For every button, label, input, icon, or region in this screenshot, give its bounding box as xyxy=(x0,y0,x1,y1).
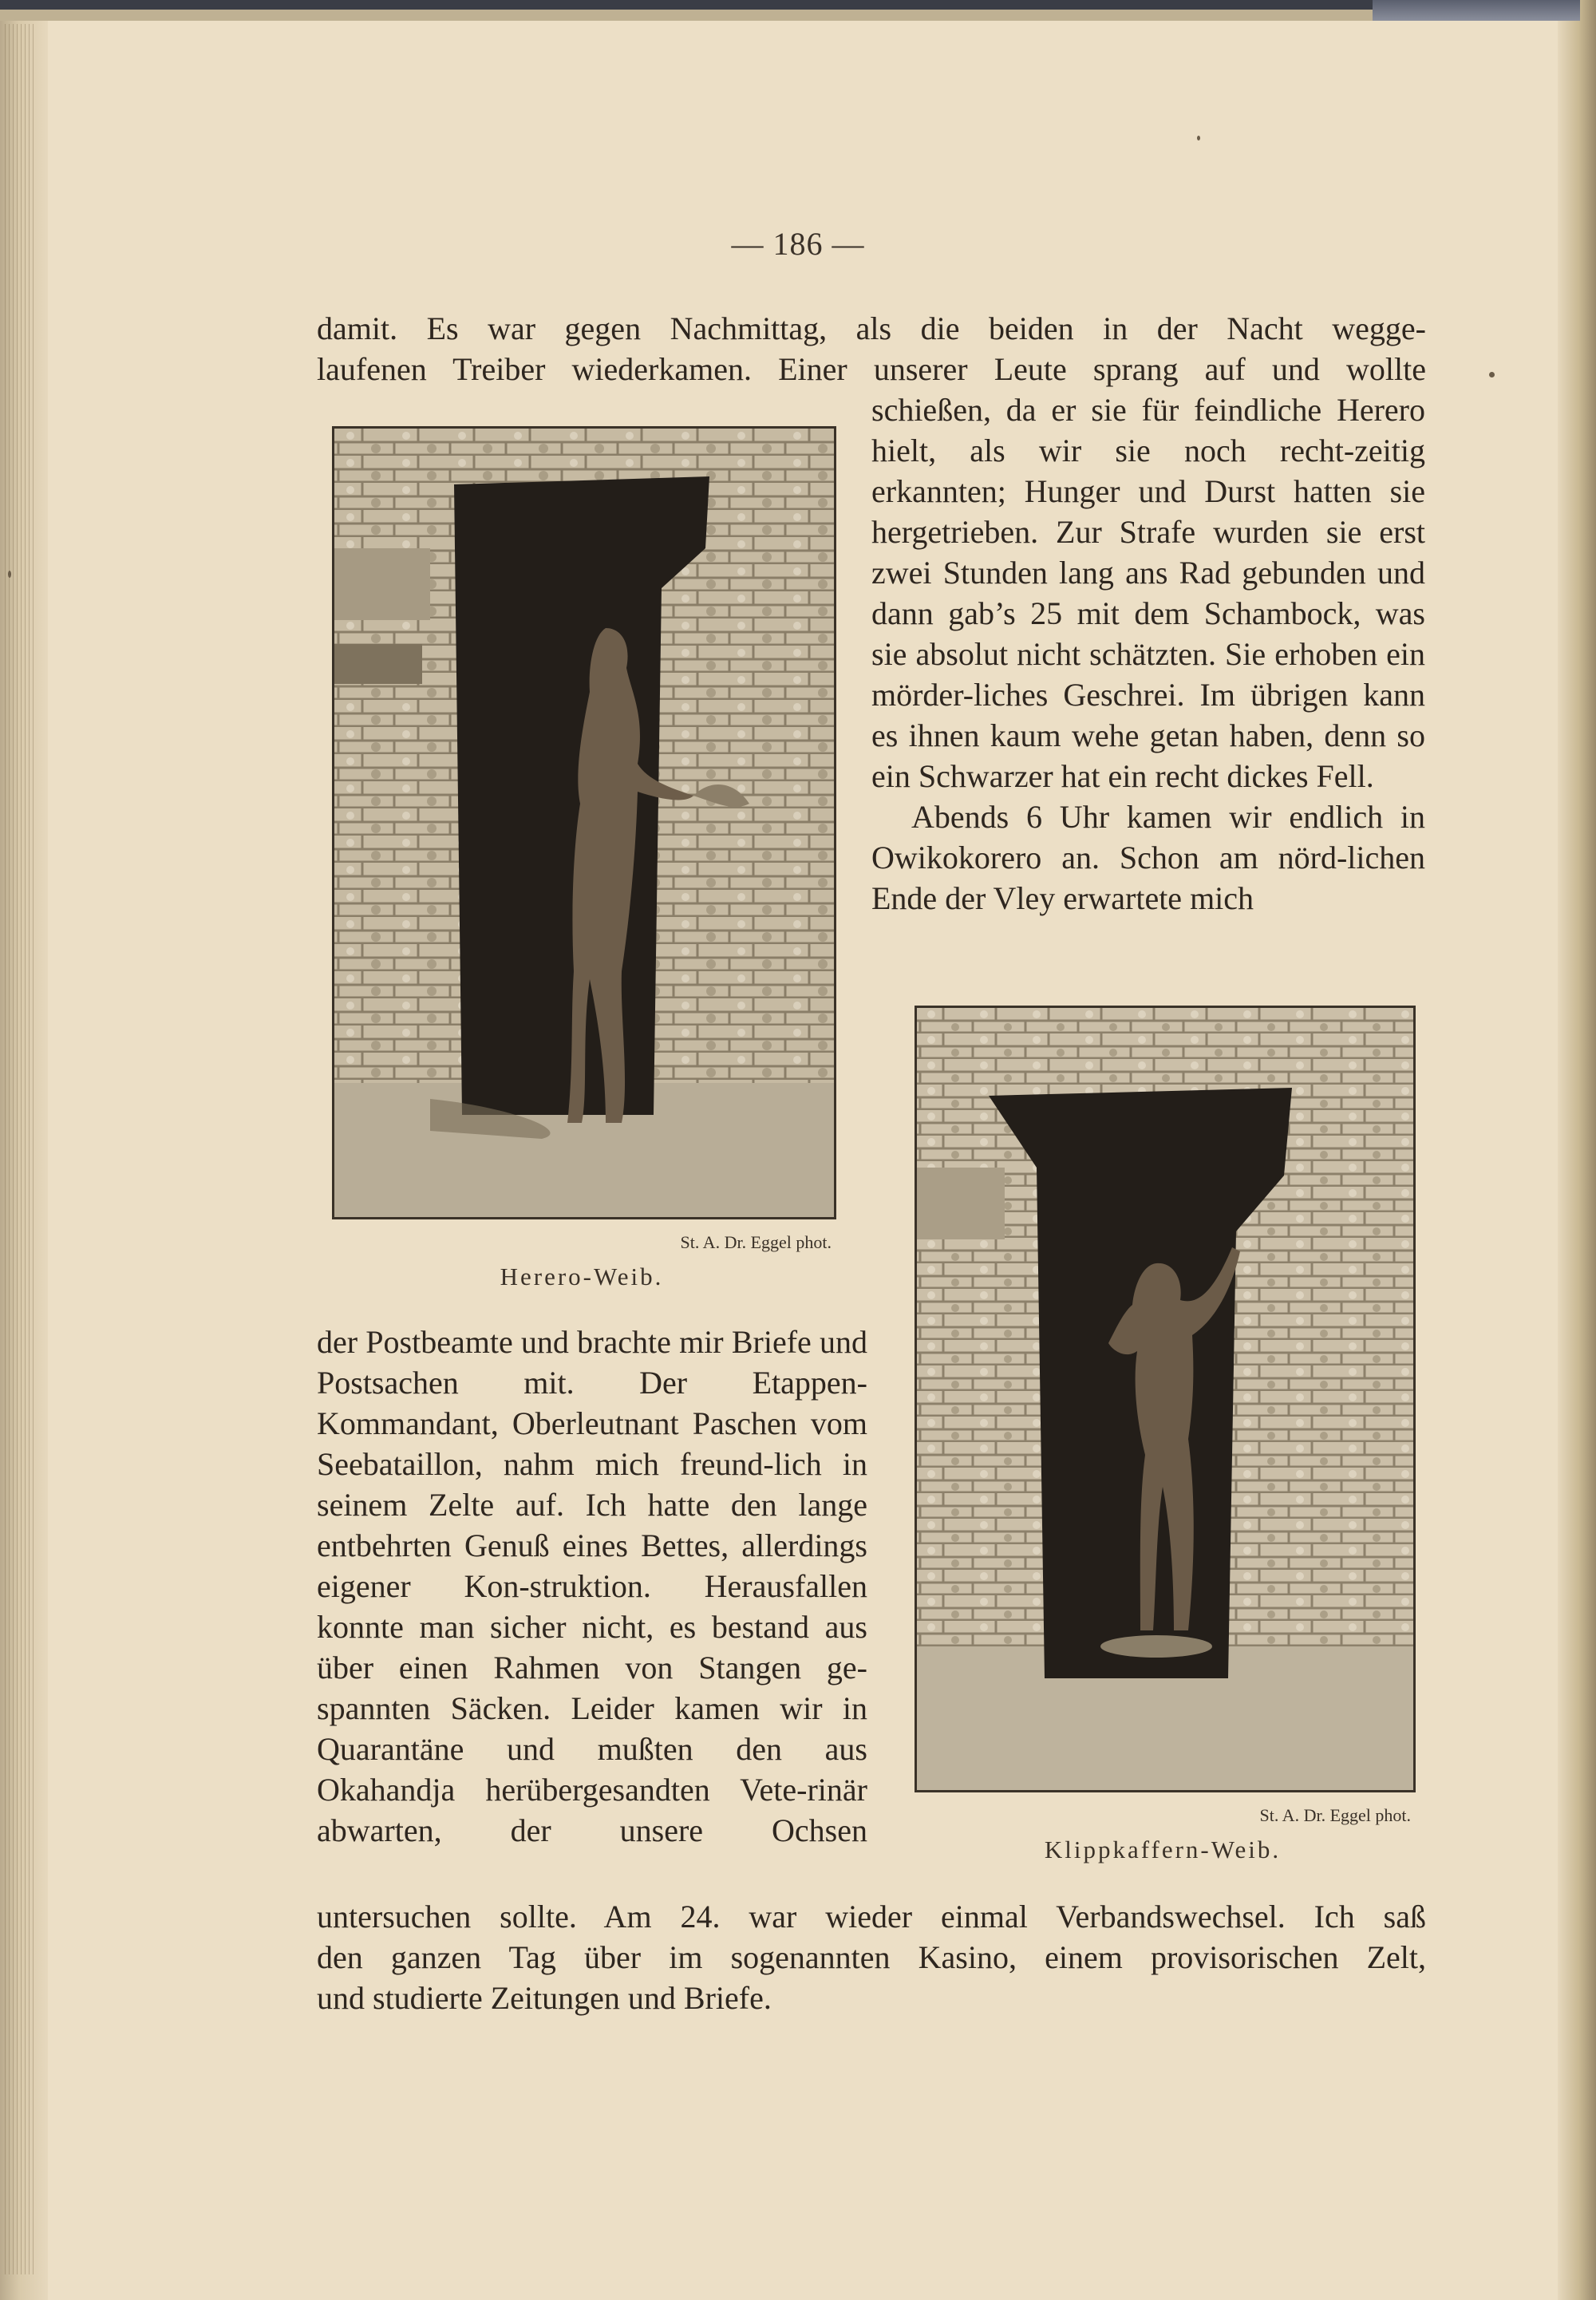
page-right-edge xyxy=(1558,0,1596,2300)
text-line: den ganzen Tag über im sogenannten Kasino, einem provisorischen Zelt, xyxy=(317,1939,1426,1975)
figure-caption: Herero-Weib. xyxy=(500,1263,664,1290)
paper-speck xyxy=(1197,136,1200,140)
text-line: und studierte Zeitungen und Briefe. xyxy=(317,1980,772,2016)
page-number: — 186 — xyxy=(731,226,865,262)
page-top-edge xyxy=(0,0,1596,21)
text-line: laufenen Treiber wiederkamen. Einer unserer Leute sprang auf und wollte xyxy=(317,351,1426,387)
figure-caption: Klippkaffern-Weib. xyxy=(1044,1836,1282,1863)
photo-credit: St. A. Dr. Eggel phot. xyxy=(680,1232,832,1252)
photo-klippkaffern-woman xyxy=(915,1006,1416,1792)
text-line: damit. Es war gegen Nachmittag, als die beiden in der Nacht wegge- xyxy=(317,310,1426,346)
paper-speck xyxy=(8,571,11,578)
binding-tape xyxy=(1373,0,1580,21)
left-column-text xyxy=(317,1322,867,1851)
paragraph: der Postbeamte und brachte mir Briefe und Postsachen mit. Der Etappen-Kommandant, Oberleutnant Paschen vom Seebataillon, nahm mich freund-lich in seinem Zelte auf. Ich hatte den lange entbehrten Genuß eines Bettes, allerdings eigener Kon-struktion. Herausfallen konnte man sicher nicht, es bestand aus über einen Rahmen von Stangen ge-spannten Säcken. Leider kamen wir in Quarantäne und mußten den aus Okahandja herübergesandten Vete-rinär abwarten, der unsere Ochsen xyxy=(317,1324,867,1848)
photo-herero-woman xyxy=(332,426,836,1219)
paragraph: schießen, da er sie für feindliche Herero hielt, als wir sie noch recht-zeitig erkannten; Hunger und Durst hatten sie hergetrieben. Zur Strafe wurden sie erst zwei Stunden lang ans Rad gebunden und dann gab’s 25 mit dem Schambock, was sie absolut nicht schätzten. Sie erhoben ein mörder-liches Geschrei. Im übrigen kann es ihnen kaum wehe getan haben, denn so ein Schwarzer hat ein recht dickes Fell. xyxy=(871,392,1425,794)
intro-text xyxy=(317,308,1426,389)
text-line: untersuchen sollte. Am 24. war wieder einmal Verbandswechsel. Ich saß xyxy=(317,1899,1426,1934)
right-column-text xyxy=(871,389,1425,919)
outro-text xyxy=(317,1896,1426,2018)
paper-speck xyxy=(1489,372,1495,377)
page-gutter xyxy=(0,0,48,2300)
paragraph: Abends 6 Uhr kamen wir endlich in Owikokorero an. Schon am nörd-lichen Ende der Vley erwartete mich xyxy=(871,799,1425,916)
photo-credit: St. A. Dr. Eggel phot. xyxy=(1259,1805,1411,1825)
